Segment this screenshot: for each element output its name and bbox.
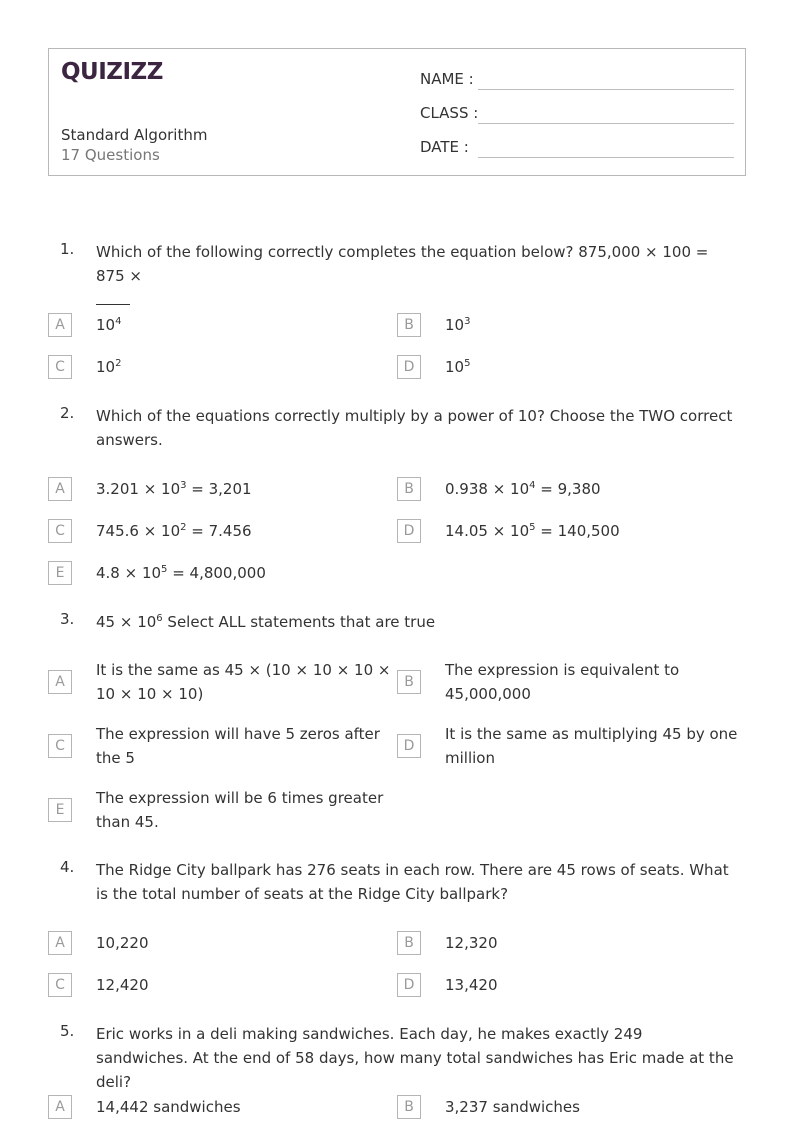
question-text: $45 \times 10^6$ Select ALL statements that are true <box>96 613 436 631</box>
option-text: It is the same as multiplying 45 by one million <box>445 725 738 767</box>
question-number: 1. <box>60 240 75 258</box>
option-letter: B <box>397 1095 421 1119</box>
question-text: Which of the equations correctly multiply by a power of 10? Choose the TWO correct answers. <box>96 407 733 449</box>
answer-blank <box>96 291 130 305</box>
worksheet-title: Standard Algorithm <box>61 126 208 144</box>
option-letter: A <box>48 477 72 501</box>
question-text: The Ridge City ballpark has 276 seats in each row. There are 45 rows of seats. What is the total number of seats at the Ridge City ballpark? <box>96 861 729 903</box>
option-letter: C <box>48 734 72 758</box>
option-text: $10^3$ <box>445 316 471 334</box>
question-number: 5. <box>60 1022 75 1040</box>
option-text: $4.8 \times 10^5 = 4,800,000$ <box>96 564 266 582</box>
option-text: The expression will have 5 zeros after the 5 <box>96 725 380 767</box>
question-count: 17 Questions <box>61 146 160 164</box>
date-line <box>478 157 734 158</box>
option-text: 10,220 <box>96 934 149 952</box>
option-letter: B <box>397 477 421 501</box>
option-letter: D <box>397 519 421 543</box>
option-letter: E <box>48 561 72 585</box>
option-letter: B <box>397 931 421 955</box>
option-letter: B <box>397 313 421 337</box>
option-text: 12,420 <box>96 976 149 994</box>
option-text: $745.6 \times 10^2 = 7.456$ <box>96 522 252 540</box>
date-field[interactable] <box>420 134 734 158</box>
option-text: $10^2$ <box>96 358 122 376</box>
question-number: 3. <box>60 610 75 628</box>
option-letter: B <box>397 670 421 694</box>
name-label: NAME : <box>420 70 474 88</box>
option-letter: D <box>397 973 421 997</box>
date-label: DATE : <box>420 138 469 156</box>
option-text: $10^5$ <box>445 358 471 376</box>
option-letter: D <box>397 355 421 379</box>
option-letter: C <box>48 519 72 543</box>
option-text: 12,320 <box>445 934 498 952</box>
question-text: Eric works in a deli making sandwiches. Each day, he makes exactly 249 sandwiches. At the end of 58 days, how many total sandwiches has Eric made at the deli? <box>96 1025 734 1091</box>
option-text: The expression will be 6 times greater than 45. <box>96 789 384 831</box>
option-letter: A <box>48 931 72 955</box>
name-line <box>478 89 734 90</box>
name-field[interactable] <box>420 66 734 90</box>
option-text: $14.05 \times 10^5 = 140,500$ <box>445 522 620 540</box>
option-text: 13,420 <box>445 976 498 994</box>
option-letter: D <box>397 734 421 758</box>
question-text-line: Which of the following correctly completes the equation below? 875,000 × 100 = 875 × <box>96 243 709 285</box>
class-field[interactable] <box>420 100 734 124</box>
option-letter: A <box>48 670 72 694</box>
class-line <box>478 123 734 124</box>
option-letter: C <box>48 973 72 997</box>
option-letter: A <box>48 1095 72 1119</box>
option-text: The expression is equivalent to 45,000,000 <box>445 661 680 703</box>
option-letter: E <box>48 798 72 822</box>
option-letter: C <box>48 355 72 379</box>
option-text: $10^4$ <box>96 316 122 334</box>
question-number: 2. <box>60 404 75 422</box>
option-text: $0.938 \times 10^4 = 9,380$ <box>445 480 601 498</box>
question-text <box>96 240 736 312</box>
quizizz-logo: QUIZIZZ <box>61 59 163 85</box>
option-text: 3,237 sandwiches <box>445 1098 580 1116</box>
worksheet-header <box>48 48 746 176</box>
option-text: 14,442 sandwiches <box>96 1098 241 1116</box>
class-label: CLASS : <box>420 104 479 122</box>
option-letter: A <box>48 313 72 337</box>
option-text: It is the same as 45 × (10 × 10 × 10 × 10 × 10 × 10) <box>96 661 391 703</box>
option-text: $3.201 \times 10^3 = 3,201$ <box>96 480 252 498</box>
question-number: 4. <box>60 858 75 876</box>
